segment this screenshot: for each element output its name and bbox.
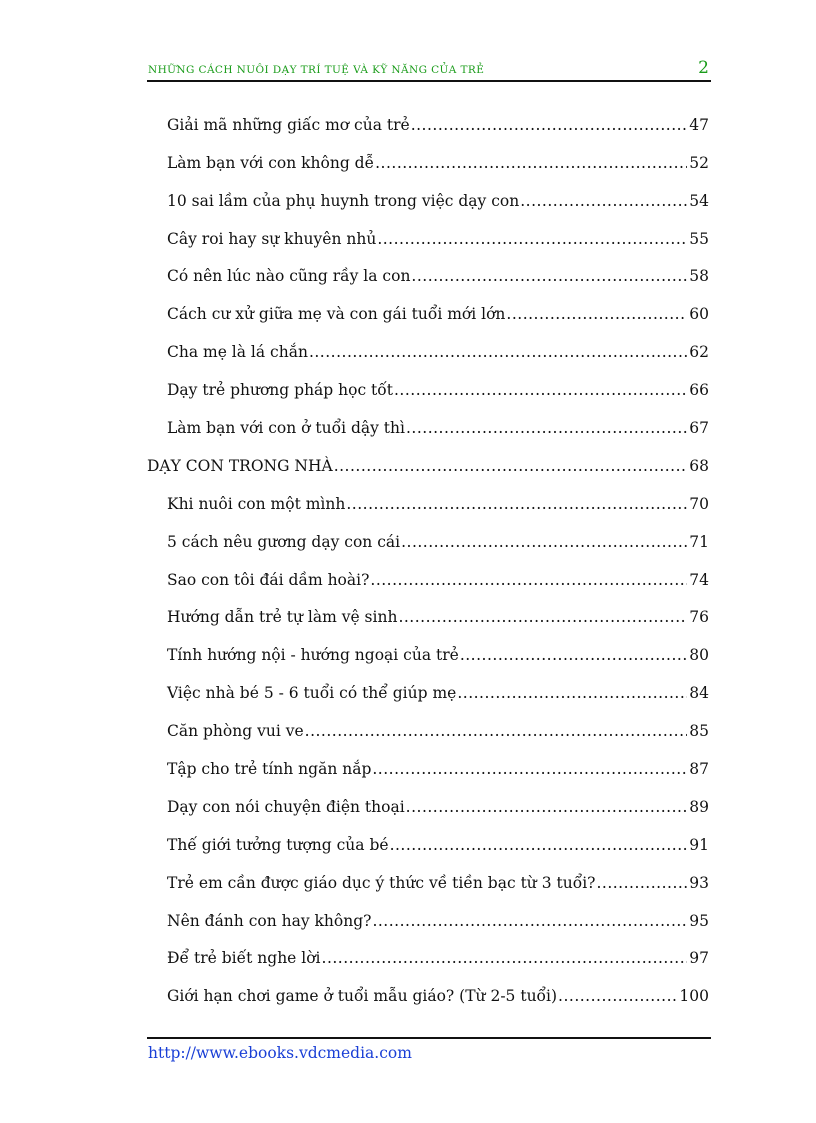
- toc-entry[interactable]: [147, 475, 709, 513]
- toc-entry[interactable]: [147, 513, 709, 551]
- dot-leader: [596, 874, 687, 892]
- toc-entry-title: Việc nhà bé 5 - 6 tuổi có thể giúp mẹ: [167, 684, 457, 703]
- toc-entry-title: Cha mẹ là lá chắn: [167, 343, 308, 362]
- dot-leader: [406, 798, 688, 816]
- toc-entry-page: 80: [689, 646, 709, 665]
- dot-leader: [398, 608, 687, 626]
- dot-leader: [309, 343, 687, 361]
- dot-leader: [375, 154, 687, 172]
- toc-entry[interactable]: [147, 551, 709, 589]
- page-header: [147, 58, 711, 82]
- toc-entry[interactable]: [147, 854, 709, 892]
- dot-leader: [372, 760, 687, 778]
- page-footer: [147, 1037, 711, 1062]
- dot-leader: [506, 305, 687, 323]
- toc-entry-title: Hướng dẫn trẻ tự làm vệ sinh: [167, 608, 398, 627]
- toc-entry-title: Làm bạn với con không dễ: [167, 153, 375, 172]
- toc-entry-page: 68: [689, 456, 709, 475]
- toc-entry-title: Dạy trẻ phương pháp học tốt: [167, 381, 393, 400]
- toc-entry-page: 76: [689, 608, 709, 627]
- toc-entry-title: Thế giới tưởng tượng của bé: [167, 835, 389, 854]
- dot-leader: [460, 646, 687, 664]
- toc-entry-title: Cây roi hay sự khuyên nhủ: [167, 229, 377, 248]
- toc-entry[interactable]: [147, 702, 709, 740]
- toc-entry-title: Tập cho trẻ tính ngăn nắp: [167, 760, 372, 779]
- dot-leader: [346, 495, 687, 513]
- dot-leader: [305, 722, 688, 740]
- toc-entry-page: 93: [689, 873, 709, 892]
- toc-entry[interactable]: [147, 323, 709, 361]
- toc-entry-page: 74: [689, 570, 709, 589]
- dot-leader: [322, 949, 688, 967]
- footer-link[interactable]: http://www.ebooks.vdcmedia.com: [148, 1044, 412, 1062]
- toc-entry-title: Cách cư xử giữa mẹ và con gái tuổi mới lớn: [167, 305, 506, 324]
- toc-entry-page: 89: [689, 797, 709, 816]
- toc-entry[interactable]: [147, 778, 709, 816]
- toc-entry-page: 60: [689, 305, 709, 324]
- dot-leader: [520, 192, 687, 210]
- dot-leader: [394, 381, 687, 399]
- dot-leader: [372, 912, 687, 930]
- toc-entry-title: Trẻ em cần được giáo dục ý thức về tiền bạc từ 3 tuổi?: [167, 873, 596, 892]
- toc-entry[interactable]: [147, 930, 709, 968]
- dot-leader: [370, 571, 687, 589]
- toc-entry-page: 55: [689, 229, 709, 248]
- toc-section-entry[interactable]: [147, 437, 709, 475]
- toc-entry[interactable]: [147, 626, 709, 664]
- toc-entry-page: 95: [689, 911, 709, 930]
- toc-entry[interactable]: [147, 589, 709, 627]
- toc-entry-title: DẠY CON TRONG NHÀ: [147, 456, 333, 475]
- toc-entry[interactable]: [147, 210, 709, 248]
- toc-entry-page: 66: [689, 381, 709, 400]
- toc-entry-title: Nên đánh con hay không?: [167, 911, 372, 930]
- toc-entry[interactable]: [147, 248, 709, 286]
- toc-entry[interactable]: [147, 134, 709, 172]
- toc-entry[interactable]: [147, 967, 709, 1005]
- toc-entry-title: Căn phòng vui ve: [167, 722, 304, 741]
- toc-entry-title: Dạy con nói chuyện điện thoại: [167, 797, 405, 816]
- dot-leader: [390, 836, 688, 854]
- toc-entry-title: Sao con tôi đái dầm hoài?: [167, 570, 370, 589]
- toc-entry-page: 70: [689, 494, 709, 513]
- toc-entry-title: 10 sai lầm của phụ huynh trong việc dạy con: [167, 191, 520, 210]
- toc-entry-title: Tính hướng nội - hướng ngoại của trẻ: [167, 646, 459, 665]
- toc-entry-title: Để trẻ biết nghe lời: [167, 949, 321, 968]
- toc-entry-title: Có nên lúc nào cũng rầy la con: [167, 267, 411, 286]
- toc-entry[interactable]: [147, 399, 709, 437]
- dot-leader: [406, 419, 687, 437]
- toc-entry-title: Khi nuôi con một mình: [167, 494, 346, 513]
- toc-entry-page: 62: [689, 343, 709, 362]
- toc-entry[interactable]: [147, 892, 709, 930]
- toc-entry-page: 84: [689, 684, 709, 703]
- toc-entry-page: 71: [689, 532, 709, 551]
- toc-entry-page: 85: [689, 722, 709, 741]
- dot-leader: [377, 230, 687, 248]
- dot-leader: [334, 457, 688, 475]
- toc-entry-page: 91: [689, 835, 709, 854]
- toc-entry[interactable]: [147, 96, 709, 134]
- toc-entry-title: Giới hạn chơi game ở tuổi mẫu giáo? (Từ 2-5 tuổi): [167, 987, 558, 1006]
- toc-entry-page: 52: [689, 153, 709, 172]
- dot-leader: [401, 533, 687, 551]
- dot-leader: [558, 987, 677, 1005]
- dot-leader: [411, 116, 688, 134]
- toc-entry[interactable]: [147, 816, 709, 854]
- dot-leader: [457, 684, 687, 702]
- page-number: 2: [698, 58, 709, 78]
- toc-entry-page: 54: [689, 191, 709, 210]
- toc-entry-title: Giải mã những giấc mơ của trẻ: [167, 115, 410, 134]
- toc-entry-page: 47: [689, 115, 709, 134]
- running-title: NHỮNG CÁCH NUÔI DẠY TRÍ TUỆ VÀ KỸ NĂNG CỦA TRẺ: [148, 64, 485, 76]
- toc-entry-page: 67: [689, 419, 709, 438]
- toc-entry[interactable]: [147, 740, 709, 778]
- toc-entry-page: 97: [689, 949, 709, 968]
- toc-entry-page: 87: [689, 760, 709, 779]
- table-of-contents: [147, 96, 709, 1005]
- toc-entry[interactable]: [147, 361, 709, 399]
- toc-entry[interactable]: [147, 664, 709, 702]
- toc-entry-title: Làm bạn với con ở tuổi dậy thì: [167, 419, 405, 438]
- toc-entry[interactable]: [147, 172, 709, 210]
- toc-entry[interactable]: [147, 285, 709, 323]
- dot-leader: [411, 267, 687, 285]
- toc-entry-page: 58: [689, 267, 709, 286]
- toc-entry-page: 100: [679, 987, 709, 1006]
- toc-entry-title: 5 cách nêu gương dạy con cái: [167, 532, 401, 551]
